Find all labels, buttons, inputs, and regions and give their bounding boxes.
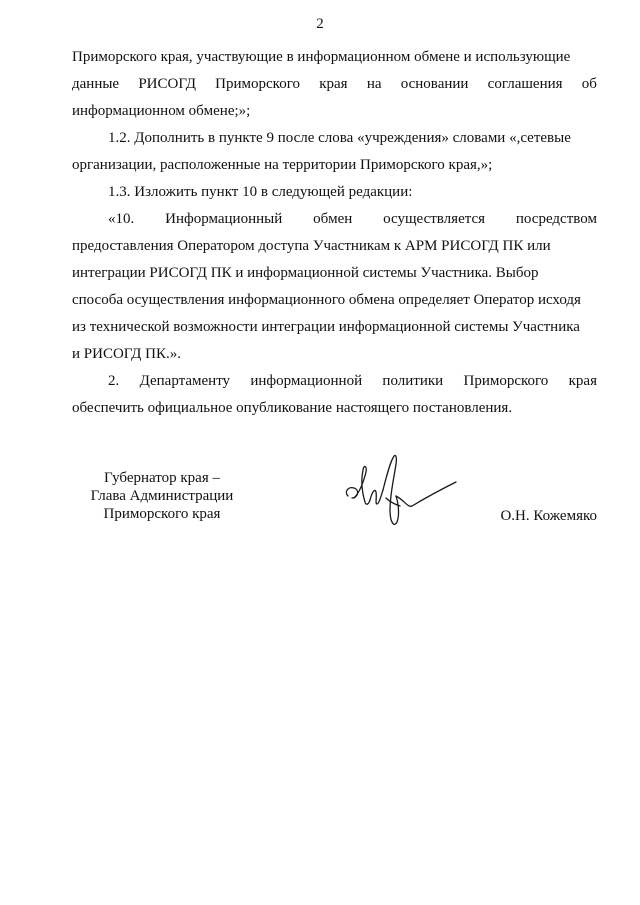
word: данные [72, 76, 120, 92]
paragraph-4-line-1 [108, 209, 597, 229]
word: края [568, 373, 597, 389]
word: осуществляется [383, 211, 486, 227]
paragraph-4-line-3: интеграции РИСОГД ПК и информационной системы Участника. Выбор [72, 265, 539, 281]
word: об [581, 76, 597, 92]
signatory-title-line: Глава Администрации [90, 488, 234, 504]
word: соглашения [487, 76, 563, 92]
word: Информационный [165, 211, 283, 227]
paragraph-5-line-2: обеспечить официальное опубликование настоящего постановления. [72, 400, 513, 416]
paragraph-1-line-1: Приморского края, участвующие в информационном обмене и использующие [72, 49, 571, 65]
word: Департаменту [139, 373, 231, 389]
paragraph-4-line-2: предоставления Оператором доступа Участникам к АРМ РИСОГД ПК или [72, 238, 551, 254]
paragraph-4-line-6: и РИСОГД ПК.». [72, 346, 181, 362]
word: Приморского [463, 373, 549, 389]
paragraph-1-line-2 [72, 74, 597, 94]
word: РИСОГД [138, 76, 196, 92]
paragraph-5-line-1 [108, 371, 597, 391]
word: обмен [313, 211, 353, 227]
signatory-title [72, 469, 252, 523]
signatory-name: О.Н. Кожемяко [500, 508, 597, 524]
paragraph-4-line-4: способа осуществления информационного обмена определяет Оператор исходя [72, 292, 581, 308]
word: политики [382, 373, 444, 389]
word: 2. [108, 373, 120, 389]
page-number: 2 [316, 16, 324, 32]
word: информационной [250, 373, 363, 389]
signatory-title-line: Губернатор края – [104, 470, 220, 486]
handwritten-signature [342, 452, 460, 530]
paragraph-2-line-2: организации, расположенные на территории Приморского края,»; [72, 157, 493, 173]
paragraph-3-line-1: 1.3. Изложить пункт 10 в следующей редакции: [108, 184, 413, 200]
word: края [319, 76, 348, 92]
signatory-title-line: Приморского края [103, 506, 221, 522]
word: основании [400, 76, 469, 92]
paragraph-4-line-5: из технической возможности интеграции информационной системы Участника [72, 319, 580, 335]
word: Приморского [215, 76, 300, 92]
word: посредством [515, 211, 597, 227]
paragraph-2-line-1: 1.2. Дополнить в пункте 9 после слова «учреждения» словами «,сетевые [108, 130, 571, 146]
word: «10. [108, 211, 135, 227]
paragraph-1-line-3: информационном обмене;»; [72, 103, 251, 119]
word: на [366, 76, 382, 92]
